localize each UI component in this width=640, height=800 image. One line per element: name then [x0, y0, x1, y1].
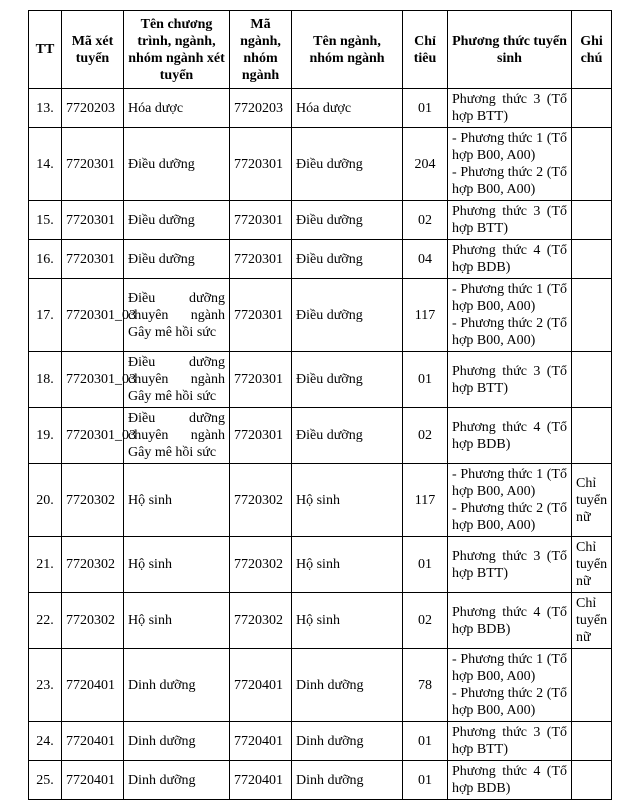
cell-tt: 24. — [29, 722, 62, 761]
cell-ten-chuong-trinh: Dinh dưỡng — [124, 649, 230, 722]
cell-chi-tieu: 01 — [403, 722, 448, 761]
cell-chi-tieu: 01 — [403, 352, 448, 408]
cell-ten-chuong-trinh: Hóa dược — [124, 89, 230, 128]
method-item: - Phương thức 1 (Tổ hợp B00, A00) — [452, 467, 567, 499]
cell-ten-nganh: Điều dưỡng — [292, 240, 403, 279]
cell-chi-tieu: 01 — [403, 89, 448, 128]
method-item: Phương thức 3 (Tổ hợp BTT) — [452, 725, 567, 757]
cell-phuong-thuc — [448, 201, 572, 240]
cell-ma-xet-tuyen: 7720401 — [62, 722, 124, 761]
method-item: - Phương thức 1 (Tổ hợp B00, A00) — [452, 131, 567, 163]
cell-ten-chuong-trinh: Điều dưỡng — [124, 128, 230, 201]
cell-ten-nganh: Điều dưỡng — [292, 128, 403, 201]
header-ma-xet-tuyen: Mã xét tuyển — [62, 11, 124, 89]
cell-ten-chuong-trinh: Hộ sinh — [124, 593, 230, 649]
cell-phuong-thuc — [448, 722, 572, 761]
cell-tt: 17. — [29, 279, 62, 352]
cell-ten-chuong-trinh: Dinh dưỡng — [124, 722, 230, 761]
table-row — [29, 128, 612, 201]
cell-tt: 18. — [29, 352, 62, 408]
cell-tt: 23. — [29, 649, 62, 722]
cell-ten-chuong-trinh: Hộ sinh — [124, 537, 230, 593]
method-item: - Phương thức 2 (Tổ hợp B00, A00) — [452, 501, 567, 533]
cell-ghi-chu — [572, 649, 612, 722]
header-tt: TT — [29, 11, 62, 89]
cell-ten-chuong-trinh: Hộ sinh — [124, 464, 230, 537]
cell-ten-nganh: Dinh dưỡng — [292, 649, 403, 722]
header-ten-nganh: Tên ngành, nhóm ngành — [292, 11, 403, 89]
admissions-table — [28, 10, 612, 800]
cell-ghi-chu — [572, 128, 612, 201]
cell-ghi-chu — [572, 240, 612, 279]
cell-ma-xet-tuyen: 7720302 — [62, 464, 124, 537]
table-row — [29, 537, 612, 593]
cell-phuong-thuc — [448, 240, 572, 279]
cell-tt: 21. — [29, 537, 62, 593]
method-item: Phương thức 3 (Tổ hợp BTT) — [452, 548, 567, 581]
note-text: Chỉ tuyển nữ — [576, 596, 608, 645]
cell-ma-nganh: 7720401 — [230, 649, 292, 722]
cell-ten-nganh: Dinh dưỡng — [292, 761, 403, 800]
cell-phuong-thuc — [448, 464, 572, 537]
table-row — [29, 201, 612, 240]
cell-ten-nganh: Điều dưỡng — [292, 279, 403, 352]
cell-ma-nganh: 7720301 — [230, 128, 292, 201]
cell-ten-chuong-trinh: Điều dưỡng chuyên ngành Gây mê hồi sức — [124, 408, 230, 464]
cell-ten-nganh: Hộ sinh — [292, 593, 403, 649]
method-item: - Phương thức 1 (Tổ hợp B00, A00) — [452, 282, 567, 314]
table-row — [29, 89, 612, 128]
cell-ghi-chu — [572, 89, 612, 128]
cell-ghi-chu — [572, 408, 612, 464]
cell-ghi-chu — [572, 537, 612, 593]
method-item: - Phương thức 2 (Tổ hợp B00, A00) — [452, 316, 567, 348]
cell-phuong-thuc — [448, 89, 572, 128]
header-ghi-chu: Ghi chú — [572, 11, 612, 89]
cell-tt: 19. — [29, 408, 62, 464]
note-text: Chỉ tuyển nữ — [576, 540, 608, 589]
cell-chi-tieu: 02 — [403, 408, 448, 464]
cell-ghi-chu — [572, 722, 612, 761]
note-text: Chỉ tuyển nữ — [576, 475, 608, 525]
cell-tt: 16. — [29, 240, 62, 279]
cell-chi-tieu: 02 — [403, 593, 448, 649]
method-item: Phương thức 3 (Tổ hợp BTT) — [452, 92, 567, 124]
method-item: - Phương thức 1 (Tổ hợp B00, A00) — [452, 652, 567, 684]
cell-phuong-thuc — [448, 537, 572, 593]
cell-chi-tieu: 117 — [403, 464, 448, 537]
cell-phuong-thuc — [448, 408, 572, 464]
cell-ten-chuong-trinh: Điều dưỡng — [124, 240, 230, 279]
table-row — [29, 464, 612, 537]
table-row — [29, 240, 612, 279]
cell-ma-nganh: 7720401 — [230, 761, 292, 800]
method-item: - Phương thức 2 (Tổ hợp B00, A00) — [452, 686, 567, 718]
cell-tt: 20. — [29, 464, 62, 537]
cell-ten-chuong-trinh: Điều dưỡng — [124, 201, 230, 240]
cell-ten-nganh: Điều dưỡng — [292, 352, 403, 408]
cell-tt: 14. — [29, 128, 62, 201]
header-ten-chuong-trinh: Tên chương trình, ngành, nhóm ngành xét tuyển — [124, 11, 230, 89]
table-row — [29, 722, 612, 761]
method-item: Phương thức 4 (Tổ hợp BDB) — [452, 764, 567, 796]
cell-ten-nganh: Hóa dược — [292, 89, 403, 128]
cell-phuong-thuc — [448, 352, 572, 408]
table-row — [29, 352, 612, 408]
cell-ma-nganh: 7720203 — [230, 89, 292, 128]
cell-ma-xet-tuyen: 7720401 — [62, 761, 124, 800]
header-row — [29, 11, 612, 89]
table-row — [29, 279, 612, 352]
cell-ghi-chu — [572, 352, 612, 408]
cell-ten-nganh: Hộ sinh — [292, 464, 403, 537]
header-phuong-thuc: Phương thức tuyển sinh — [448, 11, 572, 89]
cell-phuong-thuc — [448, 593, 572, 649]
cell-ma-xet-tuyen: 7720301_03 — [62, 352, 124, 408]
method-item: Phương thức 3 (Tổ hợp BTT) — [452, 363, 567, 396]
cell-ma-xet-tuyen: 7720301 — [62, 128, 124, 201]
cell-ghi-chu — [572, 593, 612, 649]
cell-ten-chuong-trinh: Điều dưỡng chuyên ngành Gây mê hồi sức — [124, 352, 230, 408]
cell-ma-nganh: 7720301 — [230, 352, 292, 408]
cell-ten-nganh: Hộ sinh — [292, 537, 403, 593]
cell-ma-xet-tuyen: 7720302 — [62, 593, 124, 649]
header-chi-tieu: Chỉ tiêu — [403, 11, 448, 89]
cell-ma-nganh: 7720401 — [230, 722, 292, 761]
method-item: Phương thức 4 (Tổ hợp BDB) — [452, 243, 567, 275]
method-item: Phương thức 4 (Tổ hợp BDB) — [452, 419, 567, 452]
cell-phuong-thuc — [448, 649, 572, 722]
cell-tt: 15. — [29, 201, 62, 240]
cell-ma-nganh: 7720301 — [230, 279, 292, 352]
cell-chi-tieu: 01 — [403, 761, 448, 800]
cell-chi-tieu: 02 — [403, 201, 448, 240]
table-row — [29, 761, 612, 800]
cell-ten-nganh: Điều dưỡng — [292, 408, 403, 464]
cell-ghi-chu — [572, 279, 612, 352]
cell-ma-xet-tuyen: 7720301 — [62, 201, 124, 240]
cell-ghi-chu — [572, 761, 612, 800]
table-row — [29, 649, 612, 722]
table-row — [29, 408, 612, 464]
cell-ma-xet-tuyen: 7720401 — [62, 649, 124, 722]
cell-ten-nganh: Dinh dưỡng — [292, 722, 403, 761]
cell-ten-chuong-trinh: Dinh dưỡng — [124, 761, 230, 800]
cell-chi-tieu: 04 — [403, 240, 448, 279]
cell-tt: 25. — [29, 761, 62, 800]
cell-ghi-chu — [572, 201, 612, 240]
cell-ma-nganh: 7720301 — [230, 408, 292, 464]
cell-ma-nganh: 7720302 — [230, 537, 292, 593]
header-ma-nganh: Mã ngành, nhóm ngành — [230, 11, 292, 89]
cell-chi-tieu: 204 — [403, 128, 448, 201]
cell-tt: 13. — [29, 89, 62, 128]
table-row — [29, 593, 612, 649]
cell-ten-chuong-trinh: Điều dưỡng chuyên ngành Gây mê hồi sức — [124, 279, 230, 352]
method-item: Phương thức 3 (Tổ hợp BTT) — [452, 204, 567, 236]
method-item: Phương thức 4 (Tổ hợp BDB) — [452, 604, 567, 637]
cell-chi-tieu: 78 — [403, 649, 448, 722]
cell-ma-xet-tuyen: 7720203 — [62, 89, 124, 128]
cell-ma-xet-tuyen: 7720301_03 — [62, 279, 124, 352]
cell-tt: 22. — [29, 593, 62, 649]
cell-ma-xet-tuyen: 7720301_03 — [62, 408, 124, 464]
cell-phuong-thuc — [448, 279, 572, 352]
cell-ma-nganh: 7720302 — [230, 593, 292, 649]
cell-ma-xet-tuyen: 7720301 — [62, 240, 124, 279]
cell-ghi-chu — [572, 464, 612, 537]
cell-ten-nganh: Điều dưỡng — [292, 201, 403, 240]
cell-ma-xet-tuyen: 7720302 — [62, 537, 124, 593]
cell-chi-tieu: 117 — [403, 279, 448, 352]
cell-ma-nganh: 7720302 — [230, 464, 292, 537]
cell-ma-nganh: 7720301 — [230, 201, 292, 240]
method-item: - Phương thức 2 (Tổ hợp B00, A00) — [452, 165, 567, 197]
cell-ma-nganh: 7720301 — [230, 240, 292, 279]
cell-phuong-thuc — [448, 761, 572, 800]
cell-phuong-thuc — [448, 128, 572, 201]
table-body — [29, 89, 612, 800]
cell-chi-tieu: 01 — [403, 537, 448, 593]
